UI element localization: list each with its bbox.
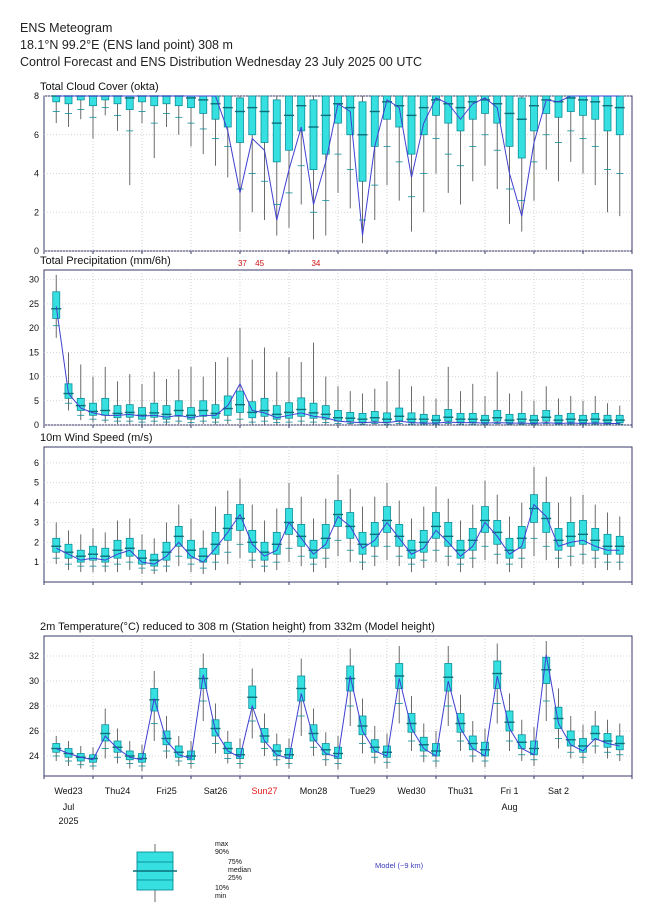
svg-text:30: 30 bbox=[28, 676, 39, 686]
svg-text:Fri25: Fri25 bbox=[156, 786, 177, 796]
header-block bbox=[20, 20, 422, 71]
legend-label-1: 90% bbox=[215, 849, 230, 856]
legend-label-3: median bbox=[228, 867, 251, 874]
header-line-1: ENS Meteogram bbox=[20, 21, 113, 35]
svg-text:3: 3 bbox=[33, 517, 39, 528]
svg-text:Wed30: Wed30 bbox=[397, 786, 426, 796]
svg-text:2: 2 bbox=[33, 537, 39, 548]
svg-text:Aug: Aug bbox=[501, 802, 518, 812]
svg-text:10: 10 bbox=[28, 371, 39, 382]
svg-text:45: 45 bbox=[255, 259, 265, 268]
svg-text:Thu31: Thu31 bbox=[447, 786, 474, 796]
svg-text:Wed23: Wed23 bbox=[54, 786, 83, 796]
legend-label-2: 75% bbox=[228, 859, 243, 866]
svg-text:4: 4 bbox=[33, 168, 39, 179]
legend-label-5: 10% bbox=[215, 885, 230, 892]
svg-text:6: 6 bbox=[33, 129, 39, 140]
svg-text:32: 32 bbox=[28, 651, 39, 661]
svg-text:Thu24: Thu24 bbox=[104, 786, 131, 796]
svg-text:20: 20 bbox=[28, 323, 39, 334]
legend bbox=[110, 840, 570, 910]
svg-text:26: 26 bbox=[28, 726, 39, 736]
svg-text:25: 25 bbox=[28, 298, 39, 309]
panel-title-2: 10m Wind Speed (m/s) bbox=[40, 432, 153, 444]
svg-text:6: 6 bbox=[33, 457, 39, 468]
svg-text:Mon28: Mon28 bbox=[299, 786, 328, 796]
svg-text:30: 30 bbox=[28, 274, 39, 285]
svg-text:1: 1 bbox=[33, 557, 39, 568]
svg-text:2025: 2025 bbox=[58, 816, 79, 826]
svg-text:24: 24 bbox=[28, 751, 39, 761]
panel-title-0: Total Cloud Cover (okta) bbox=[40, 81, 159, 93]
svg-text:5: 5 bbox=[33, 395, 39, 406]
svg-text:28: 28 bbox=[28, 701, 39, 711]
svg-text:Jul: Jul bbox=[62, 802, 75, 812]
legend-model-label: Model (~9 km) bbox=[375, 861, 424, 870]
legend-label-4: 25% bbox=[228, 875, 243, 882]
svg-text:0: 0 bbox=[33, 246, 39, 256]
svg-text:15: 15 bbox=[28, 347, 39, 358]
svg-text:Sun27: Sun27 bbox=[251, 786, 278, 796]
svg-text:Fri 1: Fri 1 bbox=[500, 786, 519, 796]
svg-text:4: 4 bbox=[33, 497, 39, 508]
header-line-3: Control Forecast and ENS Distribution Wednesday 23 July 2025 00 UTC bbox=[20, 55, 423, 69]
legend-label-6: min bbox=[215, 893, 227, 900]
svg-text:2: 2 bbox=[33, 207, 39, 218]
header-line-2: 18.1°N 99.2°E (ENS land point) 308 m bbox=[20, 38, 233, 52]
svg-text:0: 0 bbox=[33, 420, 39, 430]
svg-text:5: 5 bbox=[33, 477, 39, 488]
panel-title-3: 2m Temperature(°C) reduced to 308 m (Station height) from 332m (Model height) bbox=[40, 621, 435, 633]
legend-label-0: max bbox=[215, 841, 229, 848]
svg-text:Sat26: Sat26 bbox=[203, 786, 228, 796]
svg-text:Tue29: Tue29 bbox=[349, 786, 376, 796]
svg-text:37: 37 bbox=[237, 259, 247, 268]
svg-text:Sat 2: Sat 2 bbox=[547, 786, 570, 796]
chart-panel-2 bbox=[0, 447, 650, 622]
panel-title-1: Total Precipitation (mm/6h) bbox=[40, 255, 171, 267]
svg-text:34: 34 bbox=[311, 259, 321, 268]
svg-text:8: 8 bbox=[33, 91, 39, 101]
chart-panel-3 bbox=[0, 636, 650, 826]
